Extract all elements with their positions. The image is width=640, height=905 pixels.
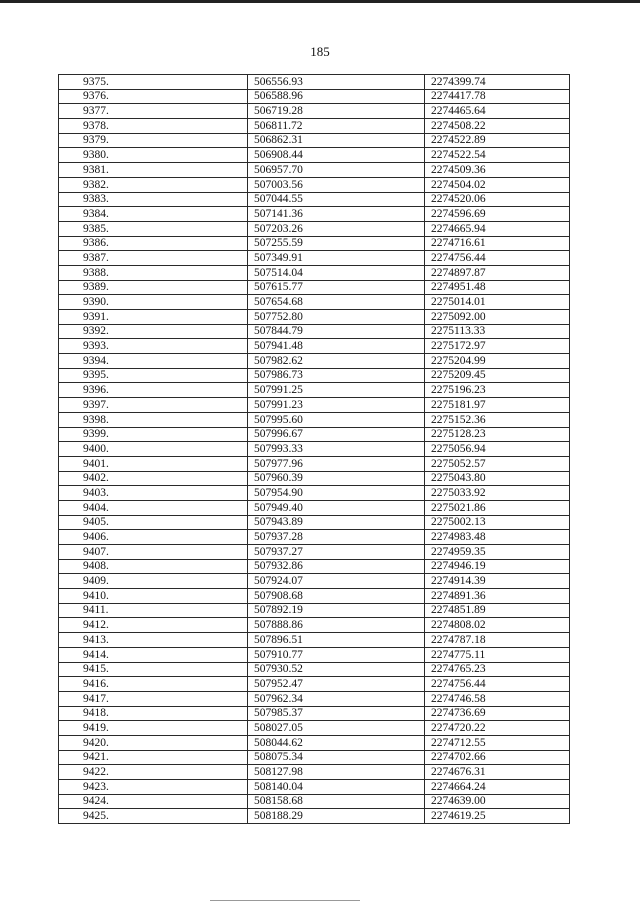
northing-cell: 2274465.64	[425, 104, 570, 119]
point-number-cell: 9375.	[59, 75, 248, 90]
point-number-cell: 9415.	[59, 662, 248, 677]
northing-cell: 2274914.39	[425, 574, 570, 589]
coordinate-table-body	[59, 75, 570, 824]
point-number-cell: 9388.	[59, 265, 248, 280]
table-row	[59, 618, 570, 633]
point-number-cell: 9378.	[59, 119, 248, 134]
easting-cell: 507896.51	[248, 633, 425, 648]
point-number-cell: 9410.	[59, 589, 248, 604]
easting-cell: 506862.31	[248, 133, 425, 148]
northing-cell: 2275033.92	[425, 486, 570, 501]
northing-cell: 2274891.36	[425, 589, 570, 604]
northing-cell: 2275052.57	[425, 456, 570, 471]
easting-cell: 508044.62	[248, 735, 425, 750]
easting-cell: 507910.77	[248, 647, 425, 662]
table-row	[59, 500, 570, 515]
easting-cell: 507986.73	[248, 368, 425, 383]
easting-cell: 507993.33	[248, 442, 425, 457]
northing-cell: 2275056.94	[425, 442, 570, 457]
easting-cell: 507930.52	[248, 662, 425, 677]
northing-cell: 2275172.97	[425, 339, 570, 354]
easting-cell: 507991.25	[248, 383, 425, 398]
northing-cell: 2274897.87	[425, 265, 570, 280]
point-number-cell: 9412.	[59, 618, 248, 633]
northing-cell: 2275128.23	[425, 427, 570, 442]
northing-cell: 2274756.44	[425, 251, 570, 266]
easting-cell: 507514.04	[248, 265, 425, 280]
point-number-cell: 9377.	[59, 104, 248, 119]
northing-cell: 2274765.23	[425, 662, 570, 677]
easting-cell: 507003.56	[248, 177, 425, 192]
easting-cell: 507255.59	[248, 236, 425, 251]
point-number-cell: 9381.	[59, 163, 248, 178]
easting-cell: 506588.96	[248, 89, 425, 104]
page-number: 185	[310, 44, 330, 59]
point-number-cell: 9417.	[59, 691, 248, 706]
easting-cell: 507962.34	[248, 691, 425, 706]
table-row	[59, 780, 570, 795]
table-row	[59, 354, 570, 369]
point-number-cell: 9396.	[59, 383, 248, 398]
easting-cell: 507995.60	[248, 412, 425, 427]
northing-cell: 2274522.54	[425, 148, 570, 163]
point-number-cell: 9387.	[59, 251, 248, 266]
easting-cell: 506556.93	[248, 75, 425, 90]
table-row	[59, 559, 570, 574]
easting-cell: 506719.28	[248, 104, 425, 119]
northing-cell: 2274951.48	[425, 280, 570, 295]
northing-cell: 2274504.02	[425, 177, 570, 192]
northing-cell: 2275092.00	[425, 310, 570, 325]
easting-cell: 506811.72	[248, 119, 425, 134]
point-number-cell: 9402.	[59, 471, 248, 486]
table-row	[59, 486, 570, 501]
table-row	[59, 339, 570, 354]
easting-cell: 507932.86	[248, 559, 425, 574]
table-row	[59, 383, 570, 398]
table-row	[59, 368, 570, 383]
table-row	[59, 104, 570, 119]
table-row	[59, 750, 570, 765]
point-number-cell: 9392.	[59, 324, 248, 339]
easting-cell: 507977.96	[248, 456, 425, 471]
easting-cell: 507941.48	[248, 339, 425, 354]
table-row	[59, 515, 570, 530]
coordinate-table	[58, 74, 570, 824]
table-row	[59, 310, 570, 325]
northing-cell: 2275014.01	[425, 295, 570, 310]
easting-cell: 507752.80	[248, 310, 425, 325]
table-row	[59, 119, 570, 134]
table-row	[59, 735, 570, 750]
table-row	[59, 809, 570, 824]
easting-cell: 507960.39	[248, 471, 425, 486]
northing-cell: 2274746.58	[425, 691, 570, 706]
northing-cell: 2275021.86	[425, 500, 570, 515]
easting-cell: 507937.27	[248, 545, 425, 560]
table-row	[59, 545, 570, 560]
point-number-cell: 9376.	[59, 89, 248, 104]
point-number-cell: 9404.	[59, 500, 248, 515]
table-row	[59, 148, 570, 163]
northing-cell: 2274983.48	[425, 530, 570, 545]
table-row	[59, 765, 570, 780]
easting-cell: 508027.05	[248, 721, 425, 736]
table-row	[59, 589, 570, 604]
northing-cell: 2274596.69	[425, 207, 570, 222]
table-row	[59, 794, 570, 809]
point-number-cell: 9406.	[59, 530, 248, 545]
table-row	[59, 456, 570, 471]
point-number-cell: 9408.	[59, 559, 248, 574]
easting-cell: 507141.36	[248, 207, 425, 222]
table-row	[59, 721, 570, 736]
northing-cell: 2274664.24	[425, 780, 570, 795]
top-border-rule	[0, 0, 640, 3]
northing-cell: 2274775.11	[425, 647, 570, 662]
point-number-cell: 9423.	[59, 780, 248, 795]
point-number-cell: 9380.	[59, 148, 248, 163]
point-number-cell: 9401.	[59, 456, 248, 471]
northing-cell: 2274522.89	[425, 133, 570, 148]
table-row	[59, 89, 570, 104]
easting-cell: 507949.40	[248, 500, 425, 515]
point-number-cell: 9398.	[59, 412, 248, 427]
table-row	[59, 662, 570, 677]
northing-cell: 2275152.36	[425, 412, 570, 427]
point-number-cell: 9386.	[59, 236, 248, 251]
table-row	[59, 603, 570, 618]
northing-cell: 2275204.99	[425, 354, 570, 369]
northing-cell: 2274787.18	[425, 633, 570, 648]
northing-cell: 2274959.35	[425, 545, 570, 560]
point-number-cell: 9382.	[59, 177, 248, 192]
northing-cell: 2274716.61	[425, 236, 570, 251]
northing-cell: 2275113.33	[425, 324, 570, 339]
table-row	[59, 706, 570, 721]
point-number-cell: 9422.	[59, 765, 248, 780]
table-row	[59, 280, 570, 295]
point-number-cell: 9416.	[59, 677, 248, 692]
point-number-cell: 9389.	[59, 280, 248, 295]
table-row	[59, 251, 570, 266]
table-row	[59, 324, 570, 339]
point-number-cell: 9424.	[59, 794, 248, 809]
northing-cell: 2274808.02	[425, 618, 570, 633]
table-row	[59, 574, 570, 589]
easting-cell: 508127.98	[248, 765, 425, 780]
point-number-cell: 9413.	[59, 633, 248, 648]
point-number-cell: 9400.	[59, 442, 248, 457]
point-number-cell: 9393.	[59, 339, 248, 354]
table-row	[59, 633, 570, 648]
point-number-cell: 9399.	[59, 427, 248, 442]
northing-cell: 2274509.36	[425, 163, 570, 178]
easting-cell: 507937.28	[248, 530, 425, 545]
easting-cell: 508158.68	[248, 794, 425, 809]
point-number-cell: 9407.	[59, 545, 248, 560]
easting-cell: 508075.34	[248, 750, 425, 765]
easting-cell: 507908.68	[248, 589, 425, 604]
point-number-cell: 9403.	[59, 486, 248, 501]
point-number-cell: 9421.	[59, 750, 248, 765]
point-number-cell: 9425.	[59, 809, 248, 824]
northing-cell: 2275002.13	[425, 515, 570, 530]
easting-cell: 507943.89	[248, 515, 425, 530]
point-number-cell: 9409.	[59, 574, 248, 589]
table-row	[59, 442, 570, 457]
table-row	[59, 471, 570, 486]
northing-cell: 2274639.00	[425, 794, 570, 809]
table-row	[59, 265, 570, 280]
northing-cell: 2275196.23	[425, 383, 570, 398]
point-number-cell: 9395.	[59, 368, 248, 383]
point-number-cell: 9385.	[59, 221, 248, 236]
northing-cell: 2274417.78	[425, 89, 570, 104]
northing-cell: 2274712.55	[425, 735, 570, 750]
point-number-cell: 9405.	[59, 515, 248, 530]
northing-cell: 2274520.06	[425, 192, 570, 207]
point-number-cell: 9390.	[59, 295, 248, 310]
point-number-cell: 9394.	[59, 354, 248, 369]
northing-cell: 2274720.22	[425, 721, 570, 736]
table-row	[59, 398, 570, 413]
easting-cell: 506908.44	[248, 148, 425, 163]
northing-cell: 2274665.94	[425, 221, 570, 236]
northing-cell: 2274676.31	[425, 765, 570, 780]
table-row	[59, 133, 570, 148]
table-row	[59, 177, 570, 192]
point-number-cell: 9391.	[59, 310, 248, 325]
easting-cell: 507985.37	[248, 706, 425, 721]
easting-cell: 507924.07	[248, 574, 425, 589]
northing-cell: 2274508.22	[425, 119, 570, 134]
point-number-cell: 9397.	[59, 398, 248, 413]
easting-cell: 507888.86	[248, 618, 425, 633]
easting-cell: 508188.29	[248, 809, 425, 824]
easting-cell: 507892.19	[248, 603, 425, 618]
table-row	[59, 221, 570, 236]
table-row	[59, 530, 570, 545]
easting-cell: 507844.79	[248, 324, 425, 339]
easting-cell: 507954.90	[248, 486, 425, 501]
table-row	[59, 75, 570, 90]
northing-cell: 2275181.97	[425, 398, 570, 413]
point-number-cell: 9384.	[59, 207, 248, 222]
point-number-cell: 9379.	[59, 133, 248, 148]
easting-cell: 506957.70	[248, 163, 425, 178]
table-row	[59, 207, 570, 222]
easting-cell: 507982.62	[248, 354, 425, 369]
northing-cell: 2274702.66	[425, 750, 570, 765]
northing-cell: 2274946.19	[425, 559, 570, 574]
easting-cell: 508140.04	[248, 780, 425, 795]
northing-cell: 2274736.69	[425, 706, 570, 721]
northing-cell: 2274756.44	[425, 677, 570, 692]
table-row	[59, 412, 570, 427]
northing-cell: 2275209.45	[425, 368, 570, 383]
table-row	[59, 192, 570, 207]
point-number-cell: 9383.	[59, 192, 248, 207]
bottom-scan-mark	[210, 900, 360, 901]
northing-cell: 2275043.80	[425, 471, 570, 486]
northing-cell: 2274851.89	[425, 603, 570, 618]
point-number-cell: 9414.	[59, 647, 248, 662]
easting-cell: 507952.47	[248, 677, 425, 692]
easting-cell: 507044.55	[248, 192, 425, 207]
table-row	[59, 295, 570, 310]
easting-cell: 507615.77	[248, 280, 425, 295]
easting-cell: 507991.23	[248, 398, 425, 413]
easting-cell: 507349.91	[248, 251, 425, 266]
point-number-cell: 9411.	[59, 603, 248, 618]
point-number-cell: 9420.	[59, 735, 248, 750]
easting-cell: 507654.68	[248, 295, 425, 310]
table-row	[59, 236, 570, 251]
easting-cell: 507203.26	[248, 221, 425, 236]
easting-cell: 507996.67	[248, 427, 425, 442]
table-row	[59, 677, 570, 692]
table-row	[59, 691, 570, 706]
point-number-cell: 9419.	[59, 721, 248, 736]
table-row	[59, 647, 570, 662]
northing-cell: 2274619.25	[425, 809, 570, 824]
table-row	[59, 163, 570, 178]
table-row	[59, 427, 570, 442]
northing-cell: 2274399.74	[425, 75, 570, 90]
point-number-cell: 9418.	[59, 706, 248, 721]
